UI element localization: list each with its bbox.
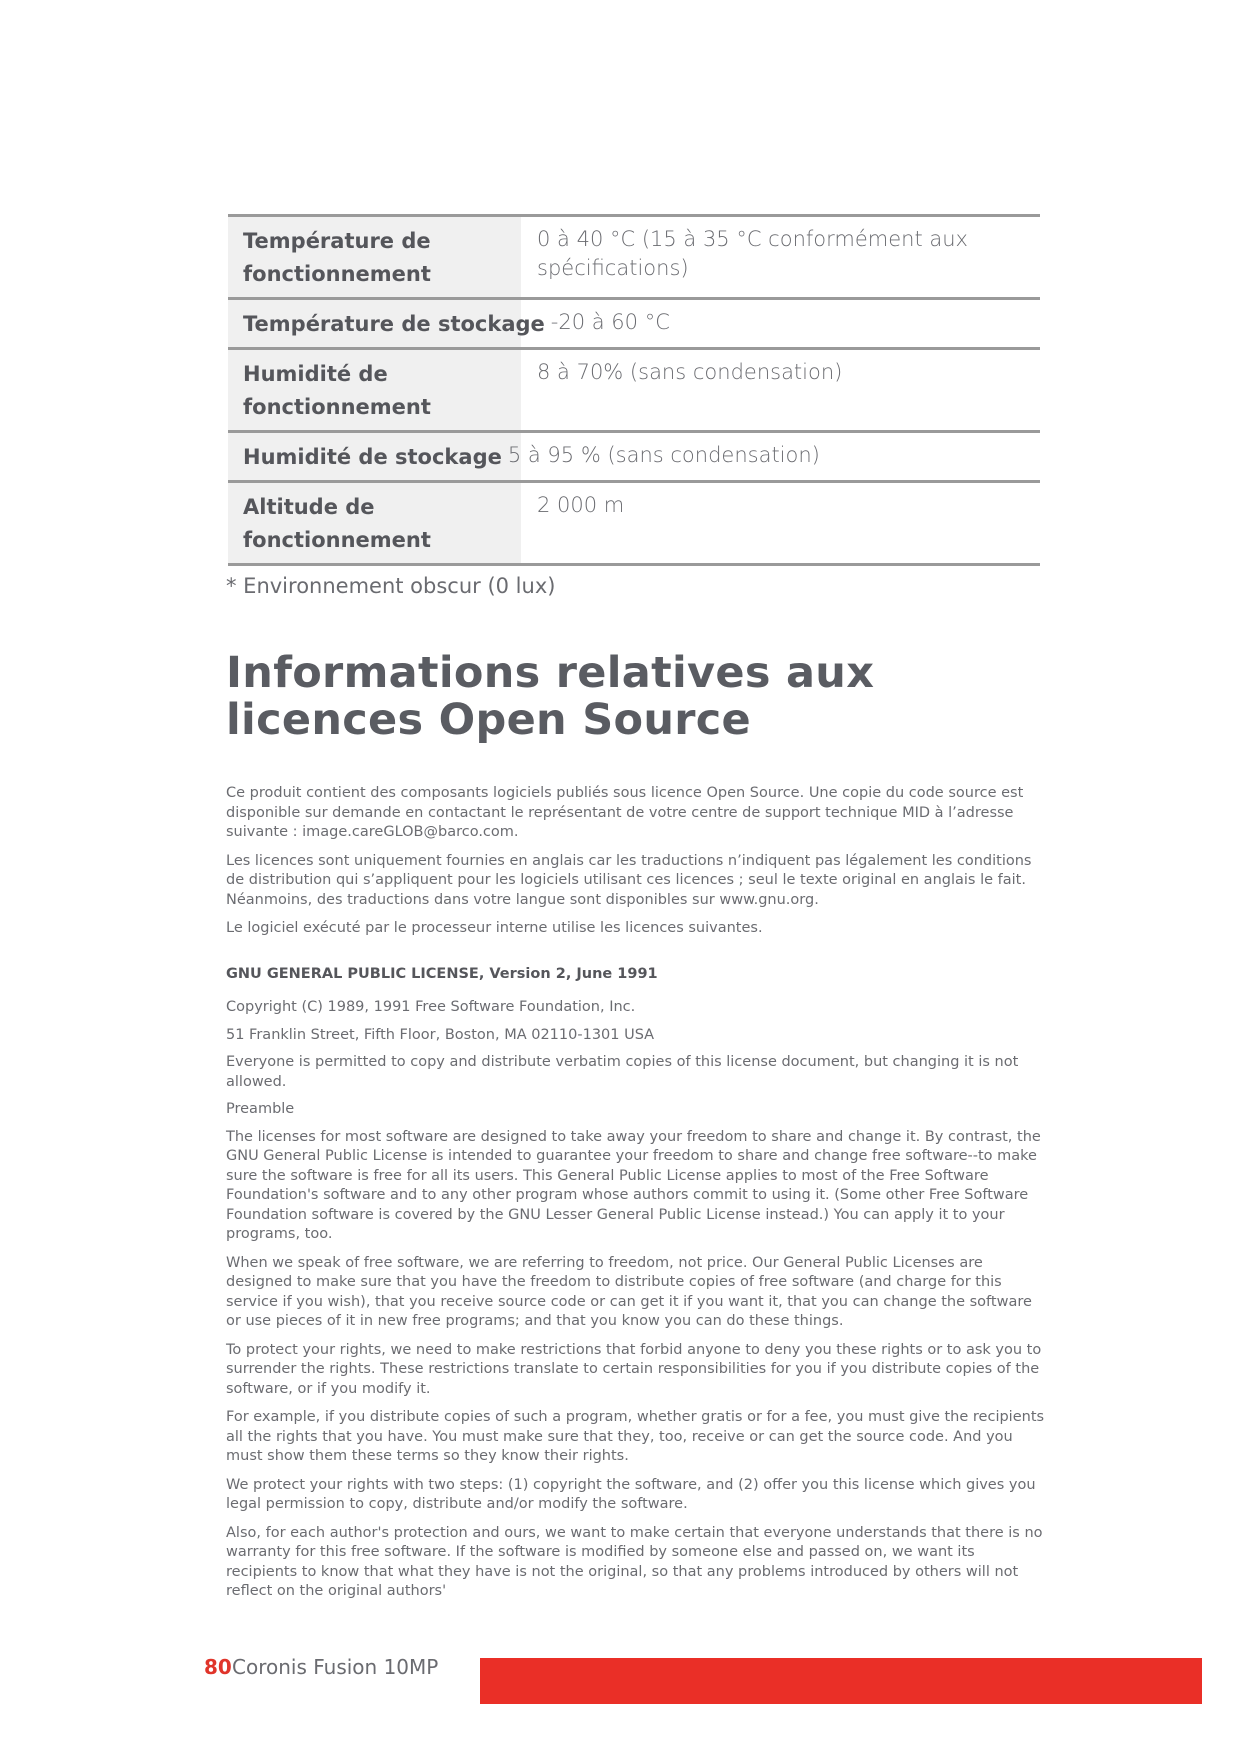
intro-paragraph: Le logiciel exécuté par le processeur interne utilise les licences suivantes. — [226, 920, 763, 936]
spec-label: Température de fonctionnement — [228, 217, 521, 297]
page-number: 80 — [204, 1655, 232, 1679]
spec-value: 0 à 40 °C (15 à 35 °C conformément aux spécifications) — [537, 227, 968, 280]
license-paragraph: For example, if you distribute copies of such a program, whether gratis or for a fee, you must give the recipients all the rights that you have. You must make sure that they, too, receive or can get the source code. And you must show them these terms so they know their rights. — [226, 1409, 1045, 1464]
spec-label: Humidité de stockage — [243, 445, 502, 469]
spec-label: Humidité de fonctionnement — [228, 350, 521, 430]
license-paragraph: To protect your rights, we need to make restrictions that forbid anyone to deny you these rights or to ask you to surrender the rights. These restrictions translate to certain responsibilities for you if you distribute copies of the software, or if you modify it. — [226, 1341, 1042, 1397]
spec-row-operating-temperature — [228, 214, 1040, 297]
spec-value: -20 à 60 °C — [550, 310, 670, 334]
license-line: Preamble — [226, 1101, 295, 1117]
license-line: Everyone is permitted to copy and distribute verbatim copies of this license document, but changing it is not allowed. — [226, 1054, 1019, 1090]
spec-label: Température de stockage — [243, 312, 545, 336]
license-body — [226, 784, 1046, 1611]
spec-row-storage-humidity — [228, 430, 1040, 480]
license-line: 51 Franklin Street, Fifth Floor, Boston, MA 02110-1301 USA — [226, 1026, 655, 1043]
license-heading: GNU GENERAL PUBLIC LICENSE, Version 2, June 1991 — [226, 965, 658, 982]
spec-value: 8 à 70% (sans condensation) — [537, 360, 843, 384]
license-line: Copyright (C) 1989, 1991 Free Software Foundation, Inc. — [226, 999, 636, 1015]
intro-paragraph: Ce produit contient des composants logiciels publiés sous licence Open Source. Une copie du code source est disponible sur demande en contactant le représentant de votre centre de support technique MID à l’adresse suivante : image.careGLOB@barco.com. — [226, 785, 1024, 840]
spec-value: 2 000 m — [537, 493, 625, 517]
spec-row-storage-temperature — [228, 297, 1040, 347]
spec-table — [228, 214, 1040, 566]
license-paragraph: We protect your rights with two steps: (1) copyright the software, and (2) offer you this license which gives you legal permission to copy, distribute and/or modify the software. — [226, 1476, 1036, 1512]
footer-product-name: Coronis Fusion 10MP — [232, 1655, 439, 1679]
license-paragraph: When we speak of free software, we are referring to freedom, not price. Our General Public Licenses are designed to make sure that you have the freedom to distribute copies of free software (and charge for this service if you wish), that you receive source code or can get it if you want it, that you can change the software or use pieces of it in new free programs; and that you know you can do these things. — [226, 1254, 1032, 1329]
license-paragraph: The licenses for most software are designed to take away your freedom to share and change it. By contrast, the GNU General Public License is intended to guarantee your freedom to share and change free software--to make sure the software is free for all its users. This General Public License applies to most of the Free Software Foundation's software and to any other program whose authors commit to using it. (Some other Free Software Foundation software is covered by the GNU Lesser General Public License instead.) You can apply it to your programs, too. — [226, 1128, 1041, 1242]
intro-paragraph: Les licences sont uniquement fournies en anglais car les traductions n’indiquent pas légalement les conditions de distribution qui s’appliquent pour les logiciels utilisant ces licences ; seul le texte original en anglais le fait. Néanmoins, des traductions dans votre langue sont disponibles sur www.gnu.org. — [226, 852, 1032, 908]
spec-value: 5 à 95 % (sans condensation) — [507, 443, 820, 467]
license-paragraph: Also, for each author's protection and ours, we want to make certain that everyone understands that there is no warranty for this free software. If the software is modified by someone else and passed on, we want its recipients to know that what they have is not the original, so that any problems introduced by others will not reflect on the original authors' — [226, 1524, 1043, 1599]
spec-label: Altitude de fonctionnement — [228, 483, 521, 563]
spec-row-operating-humidity — [228, 347, 1040, 430]
footer-accent-bar — [480, 1658, 1202, 1704]
section-title: Informations relatives aux licences Open Source — [226, 648, 875, 745]
spec-footnote: * Environnement obscur (0 lux) — [226, 574, 556, 598]
spec-row-operating-altitude — [228, 480, 1040, 566]
